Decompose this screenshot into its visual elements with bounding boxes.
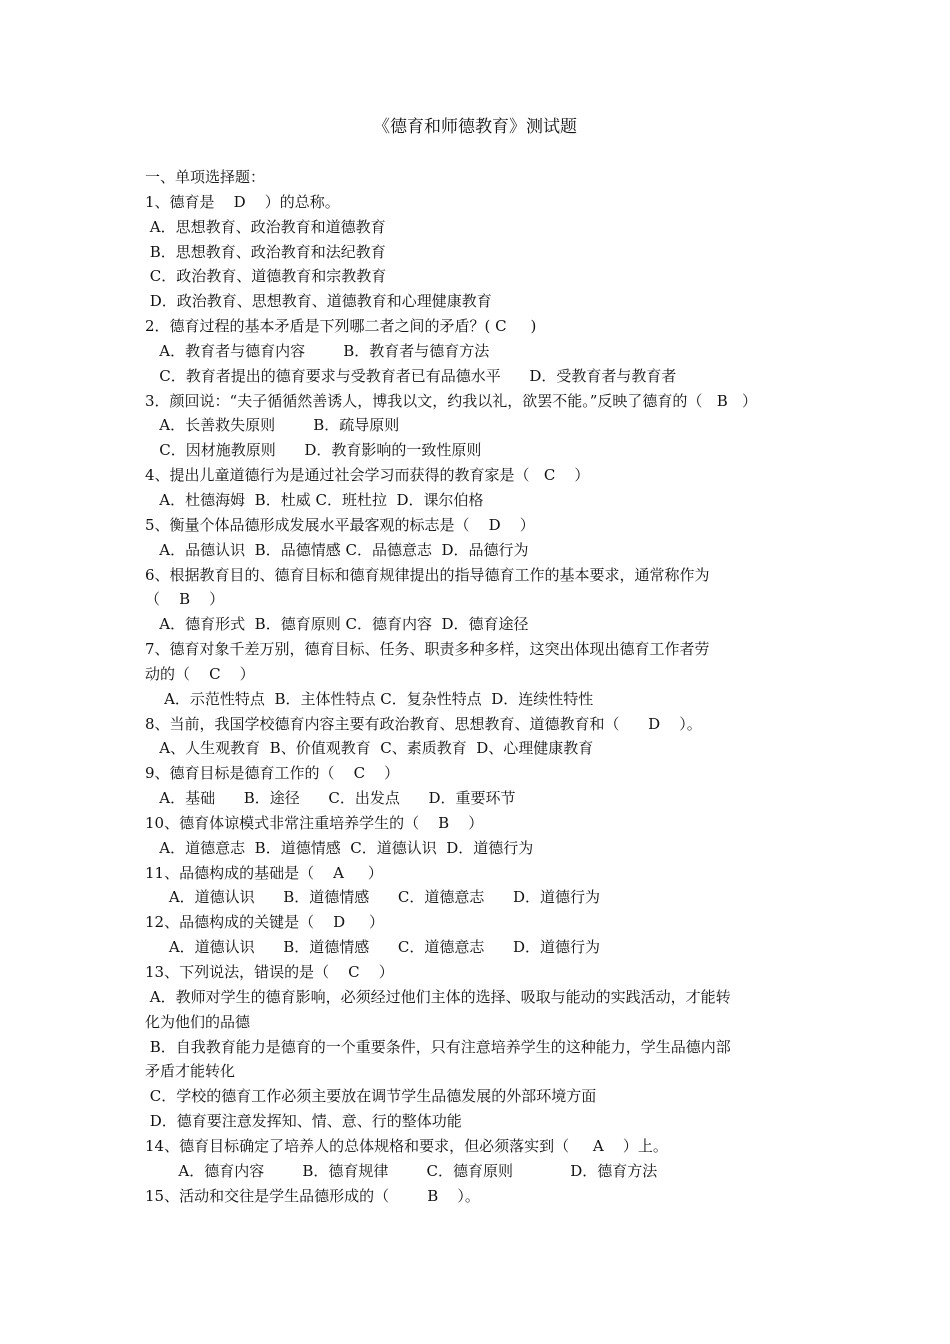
question-2: 2．德育过程的基本矛盾是下列哪二者之间的矛盾？( C ) [145,317,537,336]
question-8: 8、当前，我国学校德育内容主要有政治教育、思想教育、道德教育和（ D ）。 [145,714,702,733]
option-line: A．德育内容 B．德育规律 C．德育原则 D．德育方法 [145,1161,658,1180]
option-line: C．教育者提出的德育要求与受教育者已有品德水平 D．受教育者与教育者 [145,366,677,385]
question-1: 1、德育是 D ）的总称。 [145,192,340,211]
question-7-cont: 动的（ C ） [145,664,255,683]
option-line: A．教师对学生的德育影响，必须经过他们主体的选择、吸取与能动的实践活动，才能转 [145,987,731,1006]
option-line-cont: 化为他们的品德 [145,1012,251,1031]
question-6-cont: （ B ） [145,590,225,609]
question-13: 13、下列说法，错误的是（ C ） [145,963,394,981]
question-14: 14、德育目标确定了培养人的总体规格和要求，但必须落实到（ A ）上。 [145,1136,668,1155]
question-6: 6、根据教育目的、德育目标和德育规律提出的指导德育工作的基本要求，通常称作为 [145,565,710,584]
option-line: C．因材施教原则 D．教育影响的一致性原则 [145,441,482,460]
option-line: A．长善救失原则 B．疏导原则 [145,416,400,435]
document-title: 《德育和师德教育》测试题 [373,117,577,137]
option-line: D．德育要注意发挥知、情、意、行的整体功能 [145,1112,462,1131]
question-4: 4、提出儿童道德行为是通过社会学习而获得的教育家是（ C ） [145,466,590,485]
question-10: 10、德育体谅模式非常注重培养学生的（ B ） [145,813,484,832]
question-5: 5、衡量个体品德形成发展水平最客观的标志是（ D ） [145,515,535,534]
option-line: C．学校的德育工作必须主要放在调节学生品德发展的外部环境方面 [145,1087,597,1106]
option-line: B．自我教育能力是德育的一个重要条件，只有注意培养学生的这种能力，学生品德内部 [145,1037,731,1056]
question-15: 15、活动和交往是学生品德形成的（ B ）。 [145,1186,480,1205]
option-line: A．品德认识 B．品德情感 C．品德意志 D．品德行为 [145,540,529,559]
question-12: 12、品德构成的关键是（ D ） [145,913,385,932]
question-7: 7、德育对象千差万别，德育目标、任务、职责多种多样，这突出体现出德育工作者劳 [145,640,710,659]
option-line: A．道德意志 B．道德情感 C．道德认识 D．道德行为 [145,838,534,857]
option-line: A．道德认识 B．道德情感 C．道德意志 D．道德行为 [145,938,601,957]
option-line: A．基础 B．途径 C．出发点 D．重要环节 [145,789,516,808]
option-line: A．示范性特点 B．主体性特点 C．复杂性特点 D．连续性特性 [145,689,594,708]
option-line: A．杜德海姆 B．杜威 C．班杜拉 D．课尔伯格 [145,490,484,509]
option-line: A．教育者与德育内容 B．教育者与德育方法 [145,341,490,360]
option-line: A、人生观教育 B、价值观教育 C、素质教育 D、心理健康教育 [145,739,594,758]
section-heading: 一、单项选择题： [145,168,266,186]
option-line: D．政治教育、思想教育、道德教育和心理健康教育 [145,292,492,311]
question-3: 3．颜回说：“夫子循循然善诱人，博我以文，约我以礼，欲罢不能。”反映了德育的（ B ） [145,391,758,410]
option-line-cont: 矛盾才能转化 [145,1062,236,1081]
question-list [145,165,810,1208]
option-line: A．德育形式 B．德育原则 C．德育内容 D．德育途径 [145,615,529,634]
question-9: 9、德育目标是德育工作的（ C ） [145,764,400,783]
option-line: C．政治教育、道德教育和宗教教育 [145,267,387,286]
option-line: A．思想教育、政治教育和道德教育 [145,217,386,236]
option-line: B．思想教育、政治教育和法纪教育 [145,242,386,261]
option-line: A．道德认识 B．道德情感 C．道德意志 D．道德行为 [145,888,601,907]
question-11: 11、品德构成的基础是（ A ） [145,863,383,882]
